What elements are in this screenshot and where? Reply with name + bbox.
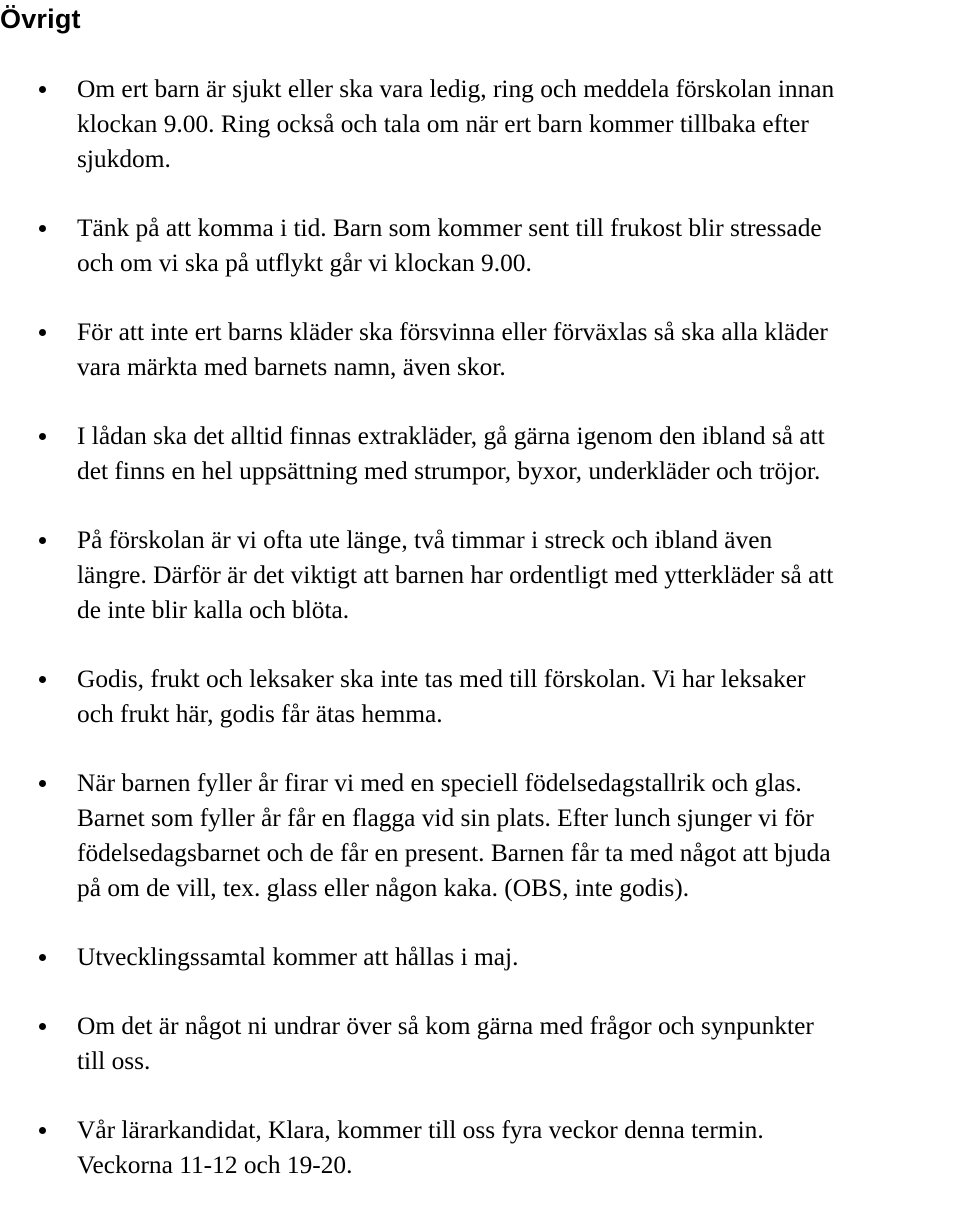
bullet-icon xyxy=(39,537,46,544)
list-item-text: I lådan ska det alltid finnas extrakläder, gå gärna igenom den ibland så att det finns en hel uppsättning med strumpor, byxor, underkläder och tröjor. xyxy=(77,422,825,485)
list-item xyxy=(0,1113,960,1183)
list-item xyxy=(0,766,960,906)
bullet-icon xyxy=(39,225,46,232)
list-item xyxy=(0,211,960,281)
list-item-text: Godis, frukt och leksaker ska inte tas med till förskolan. Vi har leksaker och frukt här, godis får ätas hemma. xyxy=(77,665,806,728)
bullet-icon xyxy=(39,1127,46,1134)
bullet-icon xyxy=(39,86,46,93)
bullet-icon xyxy=(39,1023,46,1030)
list-item-text: Vår lärarkandidat, Klara, kommer till oss fyra veckor denna termin. Veckorna 11-12 och 19-20. xyxy=(77,1116,764,1179)
list-item-text: Utvecklingssamtal kommer att hållas i maj. xyxy=(77,943,519,971)
section-heading: Övrigt xyxy=(0,4,81,34)
list-item xyxy=(0,419,960,489)
list-item-text: Tänk på att komma i tid. Barn som kommer sent till frukost blir stressade och om vi ska på utflykt går vi klockan 9.00. xyxy=(77,214,822,277)
bullet-icon xyxy=(39,780,46,787)
list-item-text: För att inte ert barns kläder ska försvinna eller förväxlas så ska alla kläder vara märkta med barnets namn, även skor. xyxy=(77,318,828,381)
bullet-icon xyxy=(39,433,46,440)
list-item-text: När barnen fyller år firar vi med en speciell födelsedagstallrik och glas. Barnet som fyller år får en flagga vid sin plats. Efter lunch sjunger vi för födelsedagsbarnet och de får en present. Barnen får ta med något att bjuda på om de vill, tex. glass eller någon kaka. (OBS, inte godis). xyxy=(77,769,831,902)
list-item xyxy=(0,662,960,732)
bullet-list xyxy=(0,72,960,1217)
list-item xyxy=(0,940,960,975)
list-item xyxy=(0,523,960,628)
bullet-icon xyxy=(39,329,46,336)
bullet-icon xyxy=(39,676,46,683)
list-item-text: På förskolan är vi ofta ute länge, två timmar i streck och ibland även längre. Därför är det viktigt att barnen har ordentligt med ytterkläder så att de inte blir kalla och blöta. xyxy=(77,526,834,624)
bullet-icon xyxy=(39,954,46,961)
list-item xyxy=(0,72,960,177)
list-item xyxy=(0,315,960,385)
list-item-text: Om ert barn är sjukt eller ska vara ledig, ring och meddela förskolan innan klockan 9.00. Ring också och tala om när ert barn kommer tillbaka efter sjukdom. xyxy=(77,75,835,173)
list-item xyxy=(0,1009,960,1079)
list-item-text: Om det är något ni undrar över så kom gärna med frågor och synpunkter till oss. xyxy=(77,1012,814,1075)
